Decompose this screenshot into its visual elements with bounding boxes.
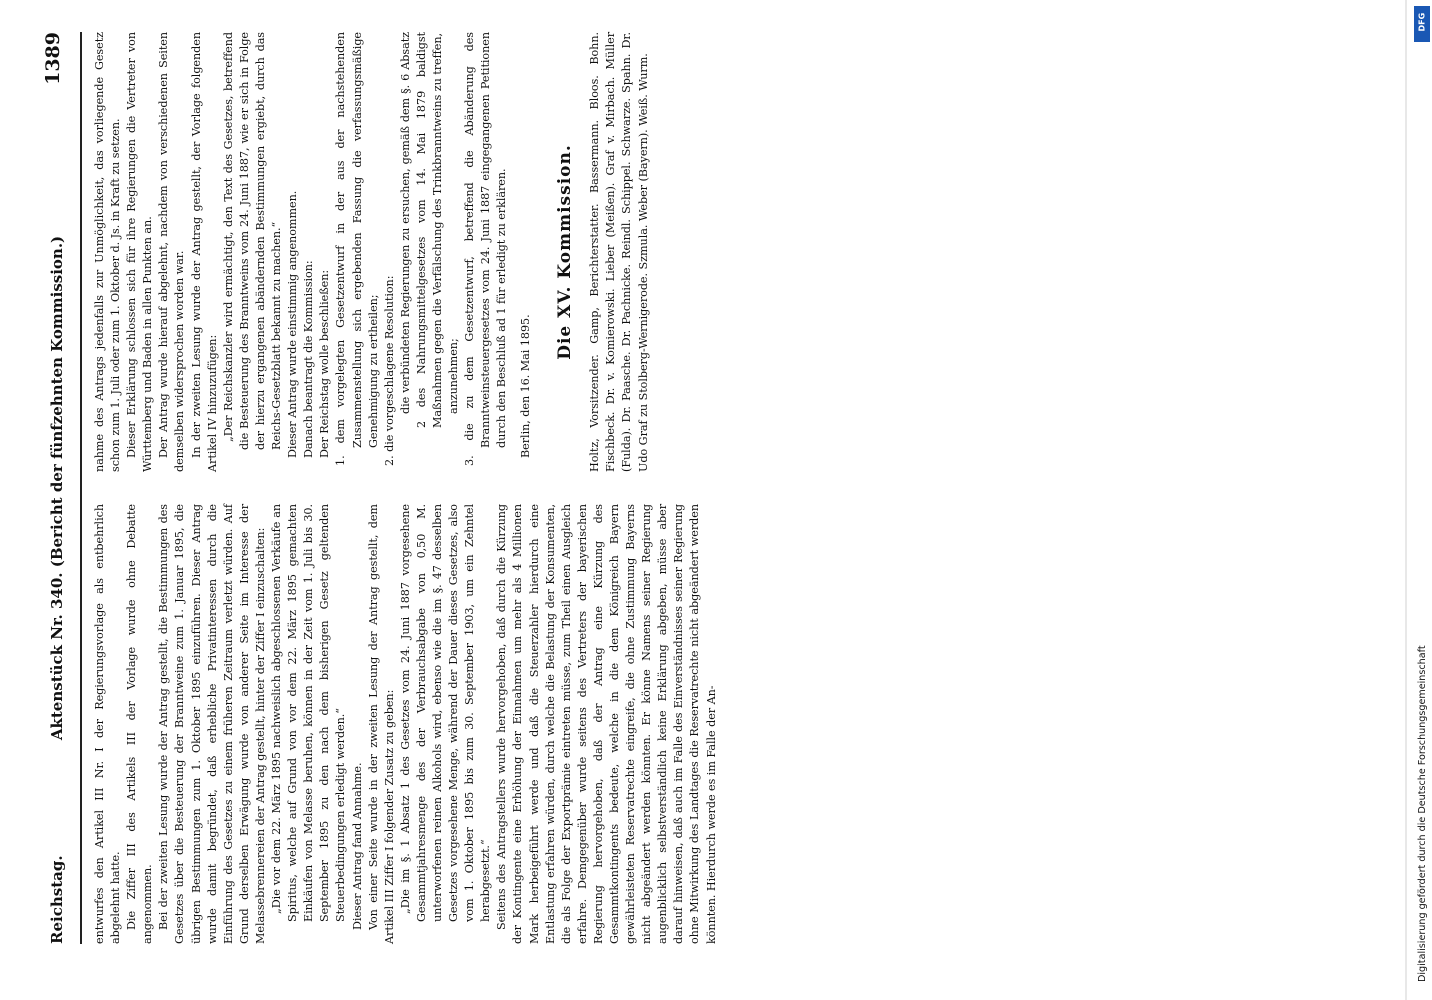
dfg-logo-text: DFG [1417,12,1427,32]
left-paragraph: Seitens des Antragstellers wurde hervorgehoben, daß durch die Kürzung der Kontingente eine Erhöhung der Einnahmen um mehr als 4 Millionen Mark herbeigeführt werde und daß die Steuerzahler hierdurch eine Entlastung erfahren würden, durch welche die Belastung der Konsumenten, die als Folge der Exportprämie eintreten müsse, zum Theil einen Ausgleich erfahre. Demgegenüber wurde seitens des Vertreters der bayerischen Regierung hervorgehoben, daß der Antrag eine Kürzung des Gesammtkontingents bedeute, welche in die dem Königreich Bayern gewährleisteten Reservatrechte eingreife, die ohne Zustimmung Bayerns nicht abgeändert werden könnten. Er könne Namens seiner Regierung augenblicklich selbstverständlich keine Erklärung abgeben, müsse aber darauf hinweisen, daß auch im Falle des Einverständnisses seiner Regierung ohne Mitwirkung des Landtages die Reservatrechte nicht abgeändert werden könnten. Hierdurch werde es im Falle der An- [495,504,718,944]
motion-item-text: anzunehmen; [447,338,461,414]
left-paragraph: Dieser Antrag fand Annahme. [350,762,364,930]
right-paragraphs [92,32,333,472]
motion-item-text: dem vorgelegten Gesetzentwurf in der aus der nachstehenden Zusammenstellung sich ergebenden Fassung die verfassungsmäßige Genehmigung zu ertheilen; [334,32,380,448]
motion-item [398,32,446,472]
motion-item-text: die zu dem Gesetzentwurf, betreffend die Abänderung des Branntweinsteuergesetzes vom 24. Juni 1887 eingegangenen Petitionen durch den Beschluß ad 1 für erledigt zu erklären. [463,32,509,448]
right-paragraph: „Der Reichskanzler wird ermächtigt, den Text des Gesetzes, betreffend die Besteuerung des Branntweins vom 24. Juni 1887, wie er sich in Folge der hierzu ergangenen abändernden Bestimmungen ergiebt, durch das Reichs-Gesetzblatt bekannt zu machen.“ [221,32,284,450]
funding-note: Digitalisierung gefördert durch die Deutsche Forschungsgemeinschaft [1417,645,1428,982]
header-left: Reichstag. [48,855,66,944]
header-rule [80,32,82,944]
motion-items [333,32,510,472]
right-paragraph: Dieser Antrag wurde einstimmig angenommen. [286,190,300,458]
commission-members: Holtz, Vorsitzender. Gamp, Berichterstatter. Bassermann. Bloos. Bohn. Fischbeck. Dr. v. Komierowski. Lieber (Meißen). Graf v. Mirbach. Müller (Fulda). Dr. Paasche. Dr. Pachnicke. Reindl. Schippel. Schwarze. Spahn. Dr. Udo Graf zu Stolberg-Wernigerode. Szmula. Weber (Bayern). Weiß. Wurm. [587,32,650,472]
left-paragraph: „Die im §. 1 Absatz 1 des Gesetzes vom 24. Juni 1887 vorgesehene Gesammtjahresmenge des der Verbrauchsabgabe von 0,50 M. unterworfenen reinen Alkohols wird, ebenso wie die im §. 47 desselben Gesetzes vorgesehene Menge, während der Dauer dieses Gesetzes, also vom 1. Oktober 1895 bis zum 30. September 1903, um ein Zehntel herabgesetzt.“ [398,504,493,922]
motion-item [382,32,398,472]
left-paragraph: Die Ziffer III des Artikels III der Vorlage wurde ohne Debatte angenommen. [125,504,155,944]
motion-item-number: 2. [382,455,396,466]
left-paragraph: entwurfes den Artikel III Nr. I der Regierungsvorlage als entbehrlich abgelehnt hatte. [93,504,123,944]
commission-title: Die XV. Kommission. [554,144,575,360]
right-paragraph: Der Antrag wurde hierauf abgelehnt, nachdem von verschiedenen Seiten demselben widersprochen worden war. [157,32,187,472]
right-paragraph: nahme des Antrags jedenfalls zur Unmöglichkeit, das vorliegende Gesetz schon zum 1. Juli oder zum 1. Oktober d. Js. in Kraft zu setzen. [93,32,123,472]
left-paragraph: „Die vor dem 22. März 1895 nachweislich abgeschlossenen Verkäufe an Spiritus, welche auf Grund von vor dem 22. März 1895 gemachten Einkäufen von Melasse beruhen, können in der Zeit vom 1. Juli bis 30. September 1895 zu den nach dem bisherigen Gesetz geltenden Steuerbedingungen erledigt werden.“ [270,504,348,922]
motion-item [462,32,510,472]
right-paragraph: Dieser Erklärung schlossen sich für ihre Regierungen die Vertreter von Württemberg und Baden in allen Punkten an. [125,32,155,472]
right-paragraph: Danach beantragt die Kommission: [302,260,316,458]
motion-item-text: die vorgeschlagene Resolution: [382,275,396,452]
scan-edge [1405,0,1407,1000]
page-number: 1389 [42,32,64,85]
left-paragraph: Bei der zweiten Lesung wurde der Antrag gestellt, die Bestimmungen des Gesetzes über die Besteuerung der Branntweine zum 1. Januar 1895, die übrigen Bestimmungen zum 1. Oktober 1895 einzuführen. Dieser Antrag wurde damit begründet, daß erhebliche Privatinteressen durch die Einführung des Gesetzes zu einem früheren Zeitraum verletzt würden. Auf Grund derselben Erwägung wurde von anderer Seite im Interesse der Melassebrennereien der Antrag gestellt, hinter der Ziffer I einzuschalten: [157,504,267,944]
page-header [42,32,76,944]
date-line: Berlin, den 16. Mai 1895. [519,314,533,458]
header-center: Aktenstück Nr. 340. (Bericht der fünfzehnten Kommission.) [48,235,66,741]
motion-item-number: 1. [334,455,348,466]
right-paragraph: Der Reichstag wolle beschließen: [318,269,332,458]
sidebar [1414,0,1432,1000]
left-column [92,504,720,944]
motion-item-text: die verbündeten Regierungen zu ersuchen, gemäß dem §. 6 Absatz 2 des Nahrungsmittelgesetzes vom 14. Mai 1879 baldigst Maßnahmen gegen die Verfälschung des Trinkbranntweins zu treffen, [398,32,444,428]
motion-item [333,32,381,472]
right-paragraph: In der zweiten Lesung wurde der Antrag gestellt, der Vorlage folgenden Artikel IV hinzuzufügen: [189,32,219,472]
left-paragraph: Von einer Seite wurde in der zweiten Lesung der Antrag gestellt, dem Artikel III Ziffer I folgender Zusatz zu geben: [366,504,396,944]
motion-item [446,32,462,472]
motion-item-number: 3. [463,455,477,466]
right-column [92,32,652,472]
